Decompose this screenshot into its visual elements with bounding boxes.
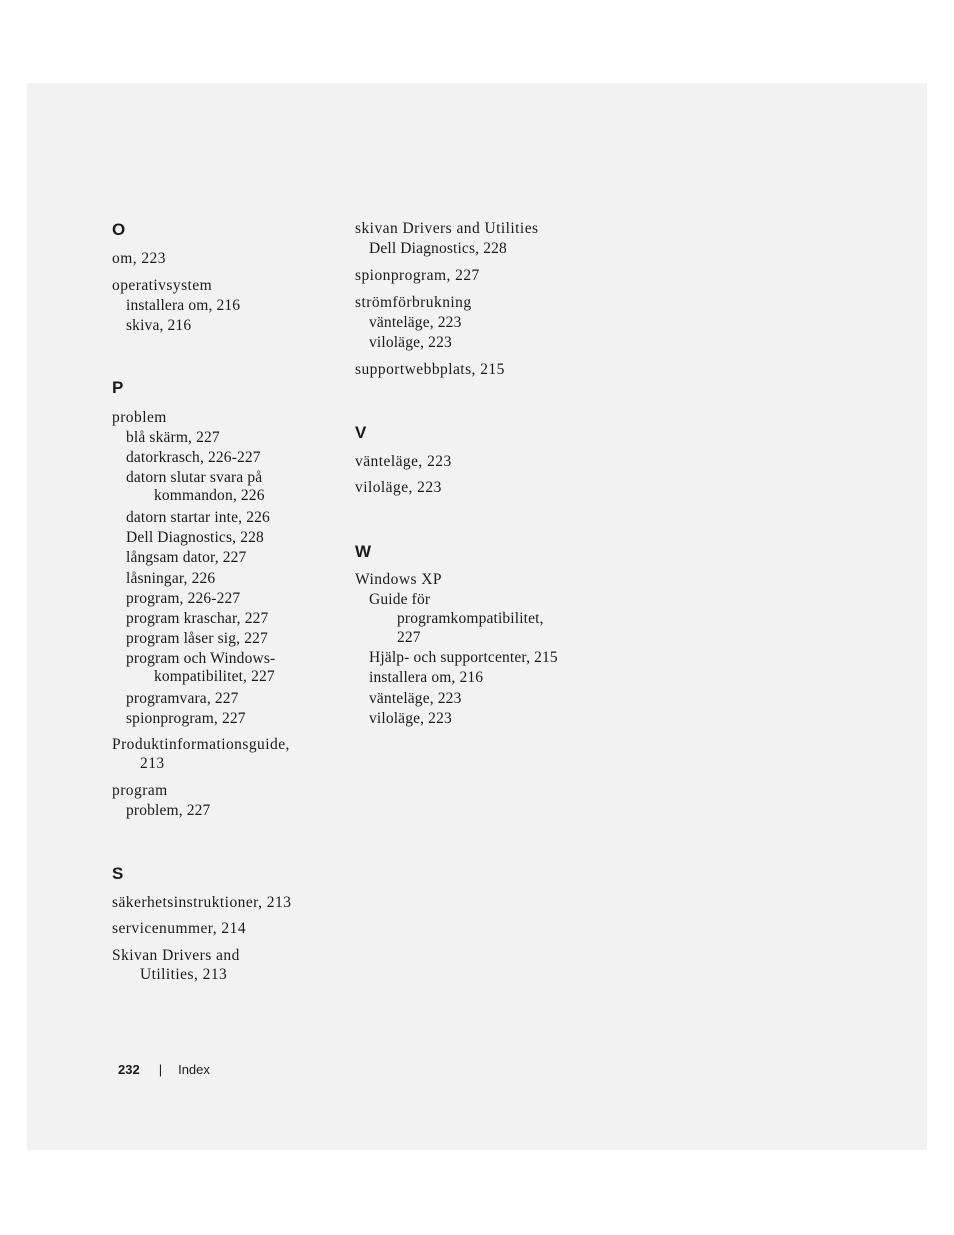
index-entry: servicenummer, 214 [112,920,247,937]
index-entry-text: Skivan Drivers and [112,947,240,964]
index-subentry-text: Guide för [369,591,431,608]
index-subentry: installera om, 216 [126,297,241,314]
index-subentry-continuation: programkompatibilitet, [397,610,544,627]
index-subentry: installera om, 216 [369,669,484,686]
index-subentry: programvara, 227 [126,690,239,707]
page-footer [118,1061,210,1079]
index-subentry: problem, 227 [126,802,211,819]
index-page [27,83,927,1150]
index-entry: säkerhetsinstruktioner, 213 [112,894,292,911]
index-subentry: Hjälp- och supportcenter, 215 [369,649,558,666]
index-entry: supportwebbplats, 215 [355,361,505,378]
index-subentry [355,590,544,647]
index-entry [112,735,290,773]
index-entry: operativsystem [112,277,213,294]
index-subentry: viloläge, 223 [369,710,452,727]
index-subentry: datorkrasch, 226-227 [126,449,261,466]
index-subentry-text: program och Windows- [126,650,276,667]
index-entry: program [112,782,168,799]
index-entry: om, 223 [112,250,166,267]
section-letter-v: V [355,423,367,442]
index-entry: vänteläge, 223 [355,453,452,470]
index-subentry: vänteläge, 223 [369,314,462,331]
index-subentry: spionprogram, 227 [126,710,246,727]
index-entry: spionprogram, 227 [355,267,480,284]
index-subentry: blå skärm, 227 [126,429,220,446]
index-subentry: datorn startar inte, 226 [126,509,270,526]
index-subentry: långsam dator, 227 [126,549,247,566]
index-subentry-continuation: kommandon, 226 [154,487,265,504]
index-subentry: skiva, 216 [126,317,192,334]
index-subentry: program, 226-227 [126,590,241,607]
footer-section-title: Index [178,1062,210,1077]
index-subentry: program låser sig, 227 [126,630,268,647]
page-number: 232 [118,1062,140,1077]
index-subentry [112,650,275,686]
index-entry: Windows XP [355,571,442,588]
index-subentry: låsningar, 226 [126,570,216,587]
index-entry-continuation: 213 [140,755,165,772]
section-letter-p: P [112,378,124,397]
index-subentry: viloläge, 223 [369,334,452,351]
footer-separator: | [158,1062,163,1077]
index-entry [112,946,240,984]
index-entry: viloläge, 223 [355,479,442,496]
index-entry-continuation: Utilities, 213 [140,966,228,983]
index-subentry: vänteläge, 223 [369,690,462,707]
section-letter-s: S [112,864,124,883]
index-subentry: Dell Diagnostics, 228 [126,529,264,546]
index-subentry: Dell Diagnostics, 228 [369,240,507,257]
index-entry: skivan Drivers and Utilities [355,220,539,237]
index-subentry-text: datorn slutar svara på [126,469,263,486]
index-subentry [112,469,265,505]
section-letter-o: O [112,220,126,239]
section-letter-w: W [355,542,372,561]
index-entry-text: Produktinformationsguide, [112,736,290,753]
index-entry: problem [112,409,167,426]
index-entry: strömförbrukning [355,294,472,311]
index-subentry-continuation: 227 [397,629,421,646]
index-subentry-continuation: kompatibilitet, 227 [154,668,275,685]
index-subentry: program kraschar, 227 [126,610,269,627]
